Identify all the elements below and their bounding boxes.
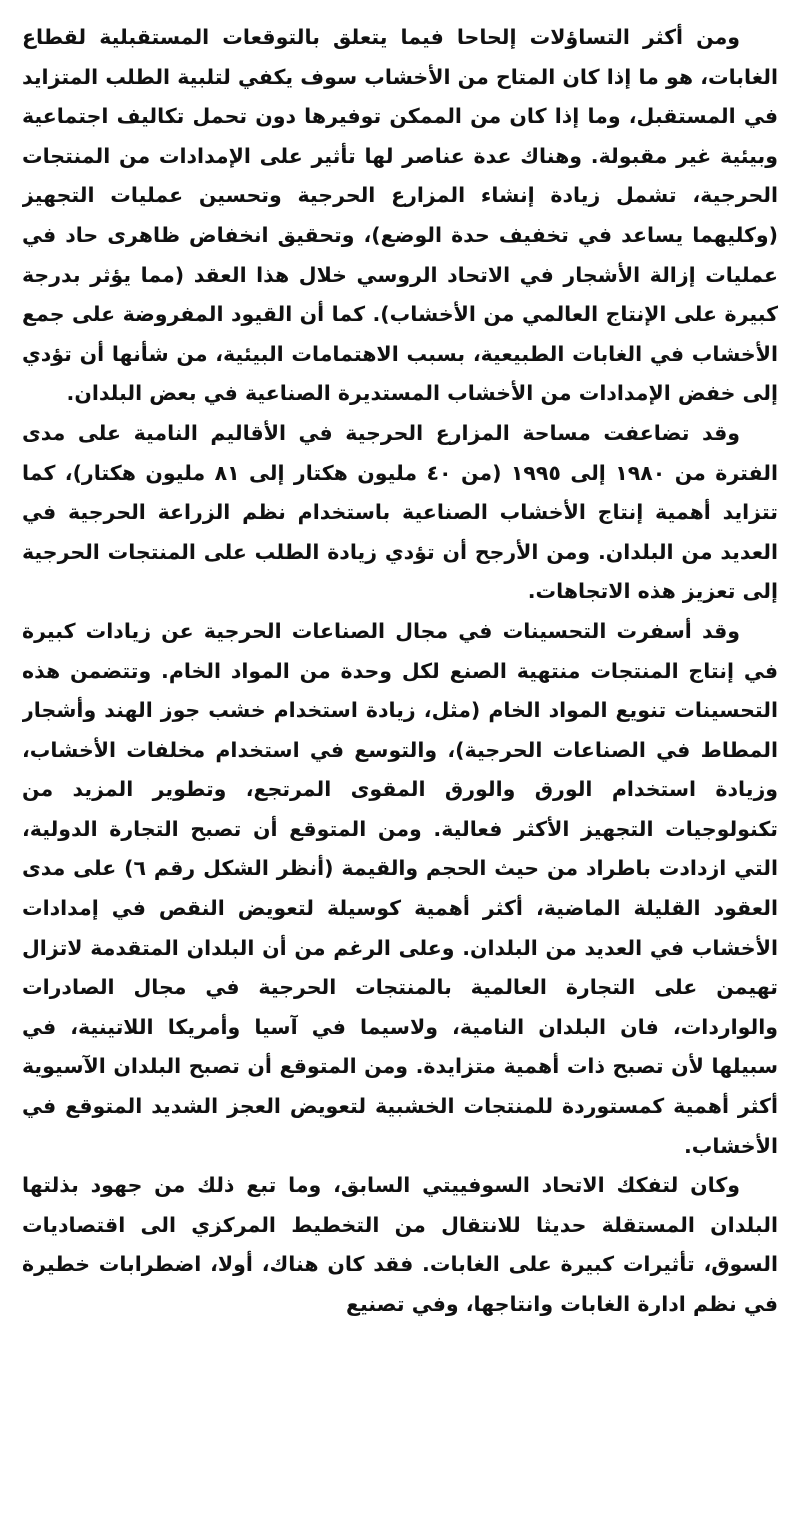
paragraph-forestry-outlook: ومن أكثر التساؤلات إلحاحا فيما يتعلق بالتوقعات المستقبلية لقطاع الغابات، هو ما إذا كان المتاح من الأخشاب سوف يكفي لتلبية الطلب المتزايد في المستقبل، وما إذا كان من الممكن توفيرها دون تحمل تكاليف اجتماعية وبيئية غير مقبولة. وهناك عدة عناصر لها تأثير على الإمدادات من المنتجات الحرجية، تشمل زيادة إنشاء المزارع الحرجية وتحسين عمليات التجهيز (وكليهما يساعد في تخفيف حدة الوضع)، وتحقيق انخفاض ظاهرى حاد في عمليات إزالة الأشجار في الاتحاد الروسي خلال هذا العقد (مما يؤثر بدرجة كبيرة على الإنتاج العالمي من الأخشاب). كما أن القيود المفروضة على جمع الأخشاب في الغابات الطبيعية، بسبب الاهتمامات البيئية، من شأنها أن تؤدي إلى خفض الإمدادات من الأخشاب المستديرة الصناعية في بعض البلدان.: [22, 25, 778, 406]
paragraph-forest-plantations: وقد تضاعفت مساحة المزارع الحرجية في الأقاليم النامية على مدى الفترة من ١٩٨٠ إلى ١٩٩٥ (من ٤٠ مليون هكتار إلى ٨١ مليون هكتار)، كما تتزايد أهمية إنتاج الأخشاب الصناعية باستخدام نظم الزراعة الحرجية في العديد من البلدان. ومن الأرجح أن تؤدي زيادة الطلب على المنتجات الحرجية إلى تعزيز هذه الاتجاهات.: [22, 420, 778, 604]
document-page: [22, 18, 778, 1504]
paragraph-soviet-union-breakup: وكان لتفكك الاتحاد السوفييتي السابق، وما تبع ذلك من جهود بذلتها البلدان المستقلة حديثا للانتقال من التخطيط المركزي الى اقتصاديات السوق، تأثيرات كبيرة على الغابات. فقد كان هناك، أولا، اضطرابات خطيرة في نظم ادارة الغابات وانتاجها، وفي تصنيع: [22, 1173, 778, 1316]
paragraph-processing-and-trade: وقد أسفرت التحسينات في مجال الصناعات الحرجية عن زيادات كبيرة في إنتاج المنتجات منتهية الصنع لكل وحدة من المواد الخام. وتتضمن هذه التحسينات تنويع المواد الخام (مثل، زيادة استخدام خشب جوز الهند وأشجار المطاط في الصناعات الحرجية)، والتوسع في استخدام مخلفات الأخشاب، وزيادة استخدام الورق والورق المقوى المرتجع، وتطوير المزيد من تكنولوجيات التجهيز الأكثر فعالية. ومن المتوقع أن تصبح التجارة الدولية، التي ازدادت باطراد من حيث الحجم والقيمة (أنظر الشكل رقم ٦) على مدى العقود القليلة الماضية، أكثر أهمية كوسيلة لتعويض النقص في إمدادات الأخشاب في العديد من البلدان. وعلى الرغم من أن البلدان المتقدمة لاتزال تهيمن على التجارة العالمية بالمنتجات الحرجية في مجال الصادرات والواردات، فان البلدان النامية، ولاسيما في آسيا وأمريكا اللاتينية، في سبيلها لأن تصبح ذات أهمية متزايدة. ومن المتوقع أن تصبح البلدان الآسيوية أكثر أهمية كمستوردة للمنتجات الخشبية لتعويض العجز الشديد المتوقع في الأخشاب.: [22, 618, 778, 1158]
